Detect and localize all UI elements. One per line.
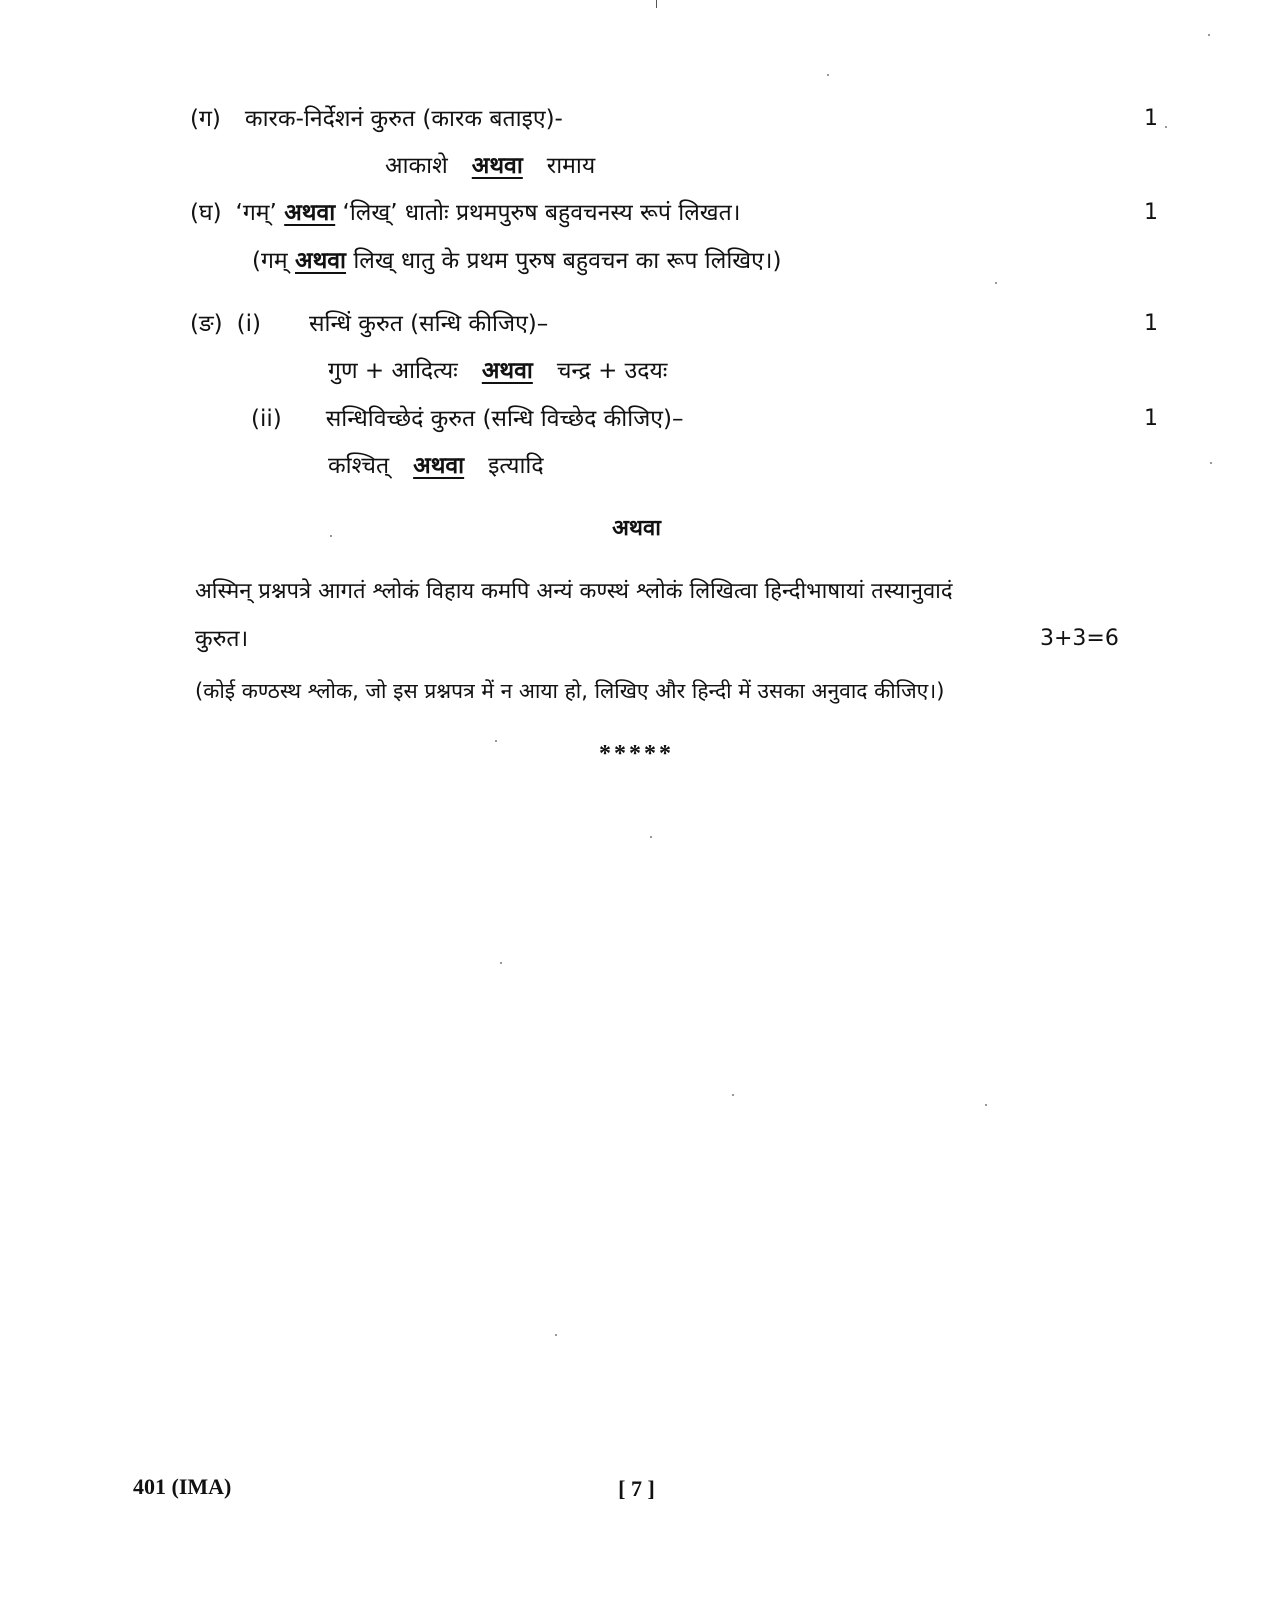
question-text: ‘गम्’ [235,200,277,226]
marks-value: 1 [1144,311,1158,336]
or-word: अथवा [471,153,523,179]
or-word: अथवा [284,200,336,226]
question-nga-ii-options [328,451,544,481]
alternative-line-1: अस्मिन् प्रश्नपत्रे आगतं श्लोकं विहाय कमपि अन्यं कण्स्थं श्लोकं लिखित्वा हिन्दीभाषायां तस्यानुवादं [195,579,953,604]
question-nga-ii [251,404,683,434]
option-text: कश्चित् [328,453,390,479]
scan-speck [1165,126,1167,128]
option-text: गुण + आदित्यः [328,358,458,384]
option-text: चन्द्र + उदयः [556,358,668,384]
question-nga-i-options [328,356,667,386]
question-gha-hindi [252,246,782,276]
sub-question-label: (ii) [251,406,282,432]
question-label: (ग) [190,106,221,132]
or-word: अथवा [295,248,347,274]
scan-speck [985,1104,987,1106]
marks-value: 3+3=6 [1040,626,1119,651]
alternative-text: कुरुत। [195,626,249,652]
question-nga-i [190,309,548,339]
sub-question-label: (i) [236,311,261,337]
scan-speck [650,836,652,838]
scan-speck [995,282,997,284]
option-text: इत्यादि [488,453,544,479]
scan-speck [827,74,829,76]
scan-speck [555,1334,557,1336]
hindi-text: लिख् धातु के प्रथम पुरुष बहुवचन का रूप लिखिए।) [353,248,782,274]
marks-value: 1 [1144,106,1158,131]
or-word: अथवा [413,453,465,479]
marks-value: 1 [1144,200,1158,225]
question-text: सन्धिं कुरुत (सन्धि कीजिए)– [308,311,549,337]
question-ga [190,104,563,134]
question-text: ‘लिख्’ धातोः प्रथमपुरुष बहुवचनस्य रूपं लिखत। [342,200,741,226]
question-label: (ङ) [190,311,223,337]
end-marker: ***** [599,741,674,767]
scan-speck [1208,34,1210,36]
scan-mark [656,0,657,8]
or-word: अथवा [481,358,533,384]
alternative-hindi: (कोई कण्ठस्थ श्लोक, जो इस प्रश्नपत्र में न आया हो, लिखिए और हिन्दी में उसका अनुवाद कीजिए।) [195,679,945,703]
paper-code: 401 (IMA) [133,1474,232,1499]
marks-value: 1 [1144,406,1158,431]
option-text: आकाशे [385,153,448,179]
or-heading: अथवा [612,516,661,541]
question-gha [190,198,740,228]
question-ga-options [385,151,595,181]
page-number: [ 7 ] [618,1476,655,1501]
alternative-line-2 [195,624,1165,654]
scan-speck [732,1094,734,1096]
question-text: कारक-निर्देशनं कुरुत (कारक बताइए)- [244,106,563,132]
question-text: सन्धिविच्छेदं कुरुत (सन्धि विच्छेद कीजिए)– [325,406,684,432]
scan-speck [1210,462,1212,464]
hindi-text: (गम् [252,248,288,274]
scan-speck [500,962,502,964]
option-text: रामाय [546,153,596,179]
question-label: (घ) [190,200,222,226]
